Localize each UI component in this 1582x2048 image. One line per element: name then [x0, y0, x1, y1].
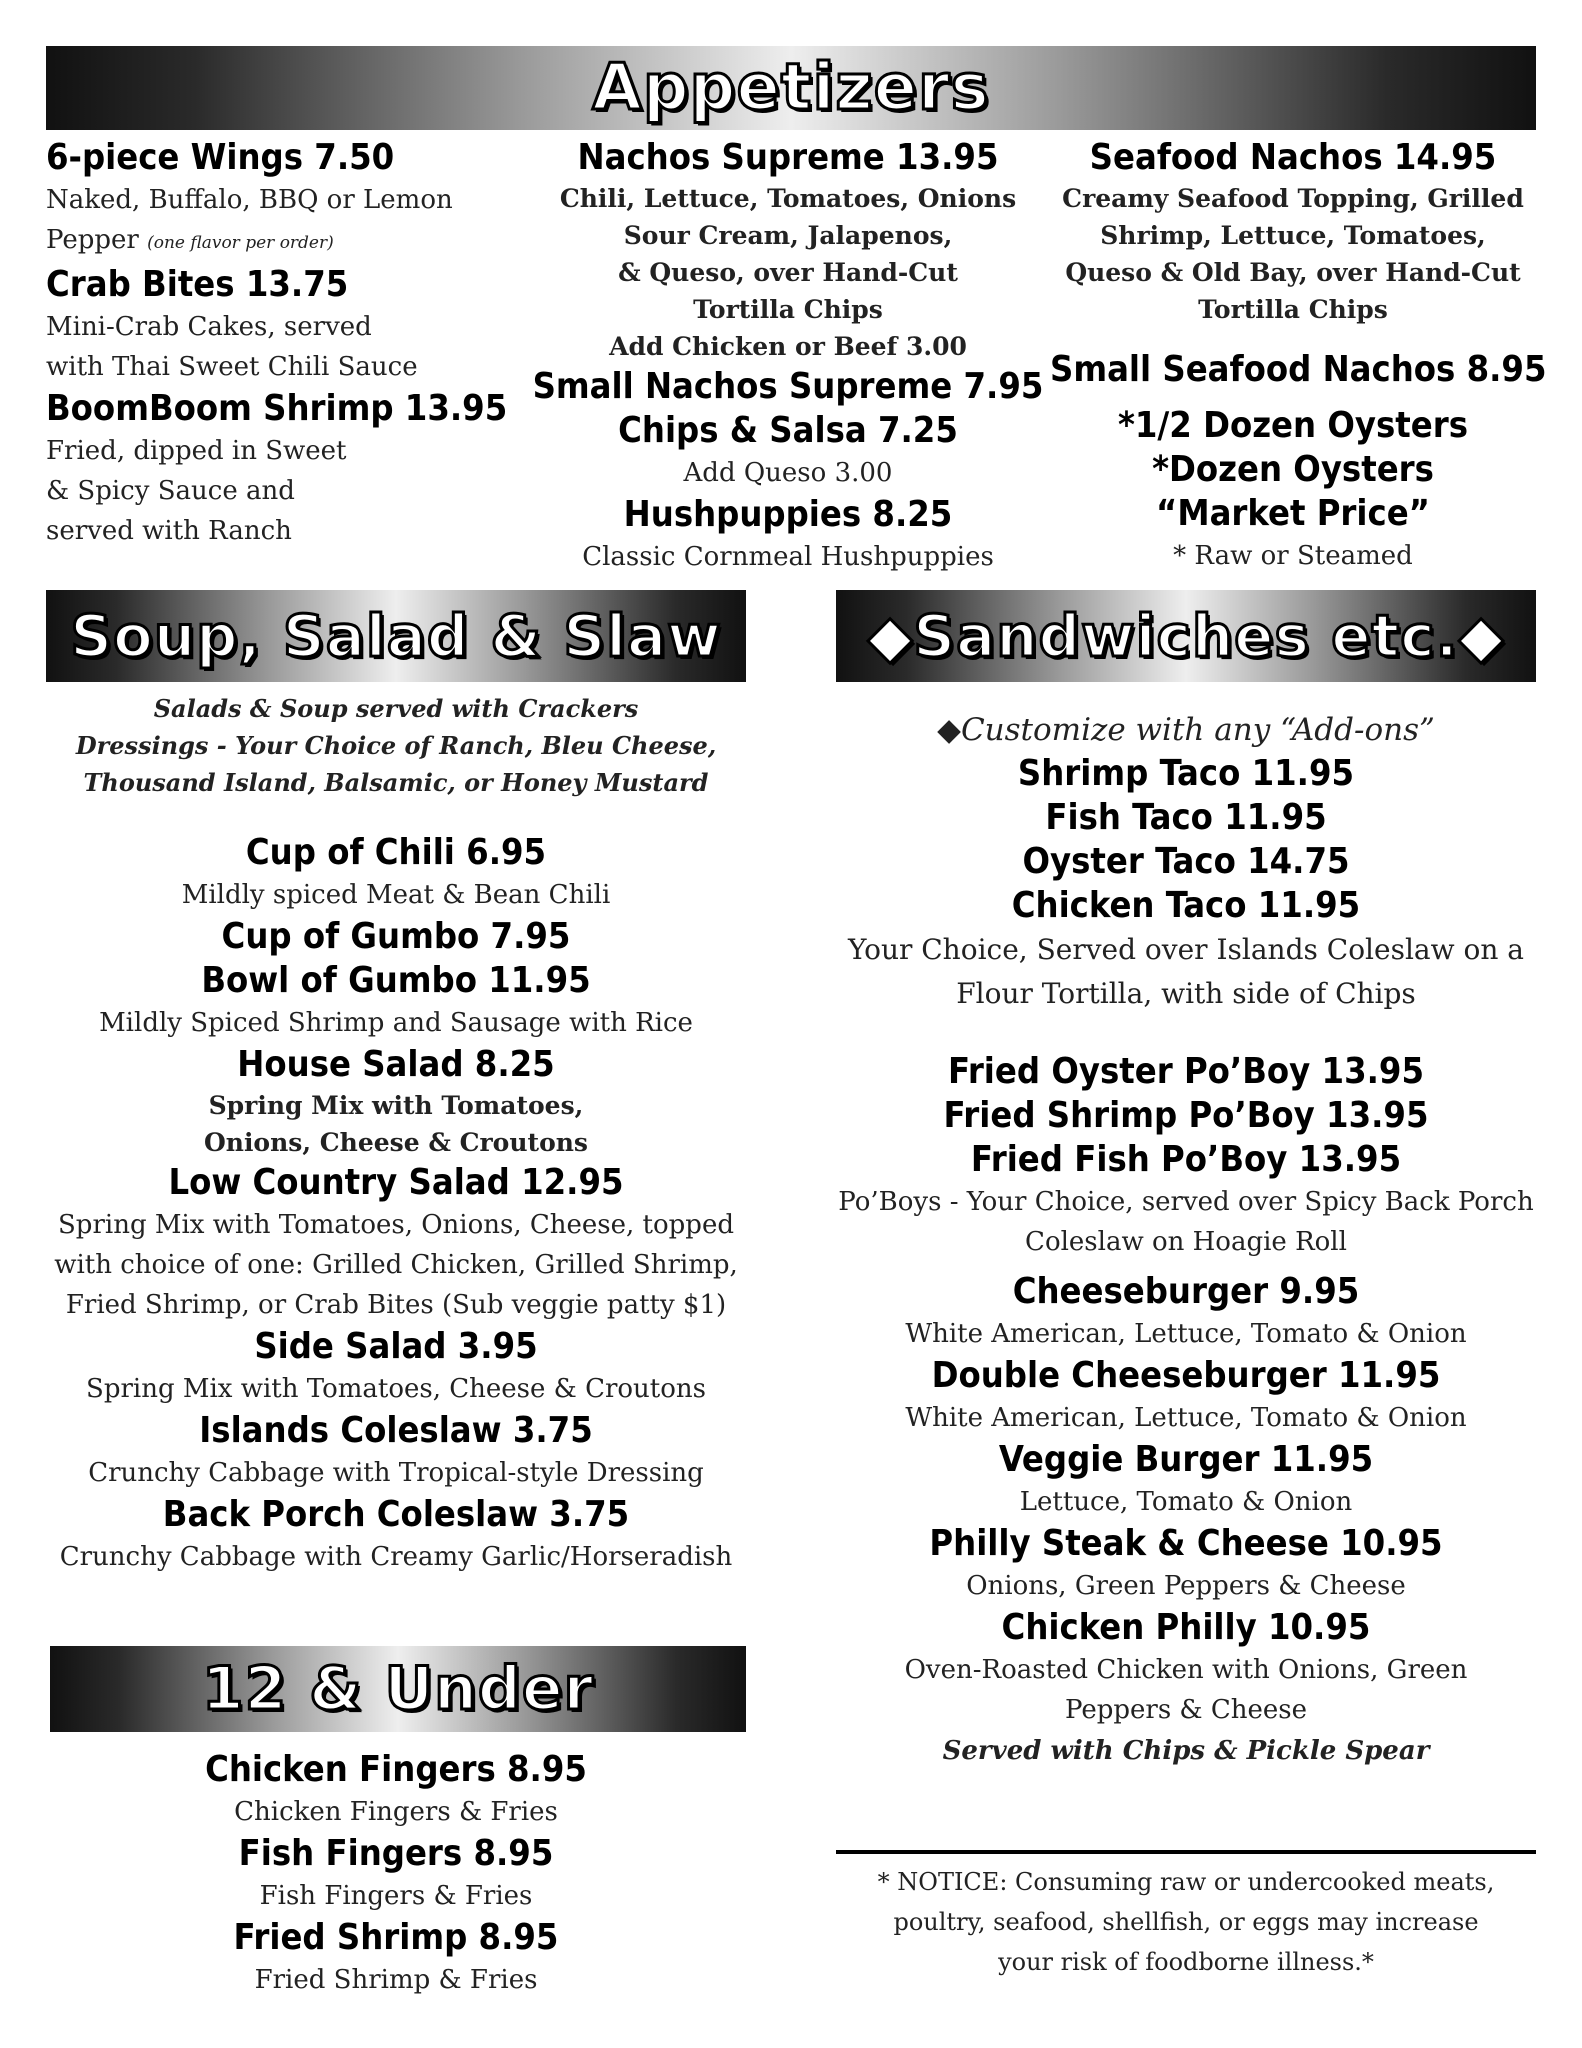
menu-item-veggie-burger: Veggie Burger 11.95	[998, 1439, 1374, 1480]
menu-item-fried-oyster-poboy: Fried Oyster Po’Boy 13.95	[948, 1051, 1424, 1092]
menu-desc: Crunchy Cabbage with Creamy Garlic/Horseradish	[59, 1542, 733, 1572]
menu-item-wings: 6-piece Wings 7.50	[46, 137, 395, 178]
menu-desc: Mini-Crab Cakes, served	[46, 312, 372, 342]
menu-item-cheeseburger: Cheeseburger 9.95	[1012, 1271, 1360, 1312]
menu-item-bowl-gumbo: Bowl of Gumbo 11.95	[201, 960, 591, 1001]
appetizers-header	[46, 46, 1536, 130]
menu-item-shrimp-taco: Shrimp Taco 11.95	[1017, 753, 1355, 794]
menu-desc: & Queso, over Hand-Cut	[618, 258, 958, 287]
menu-item-fish-fingers: Fish Fingers 8.95	[238, 1833, 554, 1874]
menu-desc: Fish Fingers & Fries	[259, 1881, 533, 1911]
menu-desc: Mildly Spiced Shrimp and Sausage with Rice	[99, 1008, 693, 1038]
menu-desc: Coleslaw on Hoagie Roll	[1025, 1227, 1347, 1257]
sandwiches-column	[836, 708, 1536, 1772]
sandwiches-title: ◆Sandwiches etc.◆	[867, 602, 1505, 670]
menu-item-philly-steak: Philly Steak & Cheese 10.95	[929, 1523, 1443, 1564]
menu-item-side-salad: Side Salad 3.95	[254, 1326, 538, 1367]
menu-note: (one flavor per order)	[147, 233, 334, 253]
menu-note: ◆Customize with any “Add-ons”	[937, 712, 1435, 748]
appetizers-column-1	[46, 136, 526, 551]
menu-item-chicken-fingers: Chicken Fingers 8.95	[205, 1749, 587, 1790]
menu-desc: Lettuce, Tomato & Onion	[1019, 1487, 1353, 1517]
menu-note: Salads & Soup served with Crackers	[153, 694, 639, 723]
menu-desc: Spring Mix with Tomatoes, Cheese & Croutons	[86, 1374, 706, 1404]
menu-item-oyster-taco: Oyster Taco 14.75	[1022, 841, 1350, 882]
menu-desc: Naked, Buffalo, BBQ or Lemon	[46, 185, 453, 215]
menu-desc: Tortilla Chips	[1198, 295, 1388, 324]
appetizers-column-2	[528, 136, 1048, 577]
menu-desc: Add Chicken or Beef 3.00	[609, 332, 967, 361]
sandwiches-header	[836, 590, 1536, 682]
menu-item-fried-shrimp-poboy: Fried Shrimp Po’Boy 13.95	[943, 1095, 1429, 1136]
menu-desc: Mildly spiced Meat & Bean Chili	[181, 880, 611, 910]
notice-line: your risk of foodborne illness.*	[998, 1948, 1374, 1976]
menu-item-dozen-oysters: *Dozen Oysters	[1152, 449, 1434, 490]
menu-item-house-salad: House Salad 8.25	[237, 1044, 555, 1085]
menu-desc: White American, Lettuce, Tomato & Onion	[905, 1319, 1467, 1349]
menu-note: Dressings - Your Choice of Ranch, Bleu Cheese,	[75, 731, 717, 760]
food-safety-notice	[836, 1862, 1536, 1982]
menu-item-seafood-nachos: Seafood Nachos 14.95	[1089, 137, 1497, 178]
menu-desc: Classic Cornmeal Hushpuppies	[582, 542, 994, 572]
menu-item-chicken-taco: Chicken Taco 11.95	[1011, 885, 1361, 926]
menu-desc: Onions, Cheese & Croutons	[203, 1128, 589, 1157]
menu-item-islands-coleslaw: Islands Coleslaw 3.75	[199, 1410, 593, 1451]
menu-desc: Pepper (one flavor per order)	[46, 225, 334, 255]
menu-item-double-cheeseburger: Double Cheeseburger 11.95	[931, 1355, 1441, 1396]
soup-salad-header	[46, 590, 746, 682]
menu-item-crab-bites: Crab Bites 13.75	[46, 264, 349, 305]
menu-desc: Onions, Green Peppers & Cheese	[966, 1571, 1406, 1601]
menu-desc: Spring Mix with Tomatoes,	[208, 1091, 584, 1120]
menu-desc: Chili, Lettuce, Tomatoes, Onions	[559, 184, 1017, 213]
menu-item-hushpuppies: Hushpuppies 8.25	[623, 494, 953, 535]
menu-item-fried-fish-poboy: Fried Fish Po’Boy 13.95	[970, 1139, 1402, 1180]
menu-item-nachos-supreme: Nachos Supreme 13.95	[577, 137, 999, 178]
menu-market-price: “Market Price”	[1156, 493, 1430, 534]
menu-desc: Flour Tortilla, with side of Chips	[956, 977, 1416, 1010]
menu-desc: Peppers & Cheese	[1065, 1695, 1307, 1725]
menu-desc: Crunchy Cabbage with Tropical-style Dressing	[88, 1458, 704, 1488]
menu-desc: Oven-Roasted Chicken with Onions, Green	[904, 1655, 1468, 1685]
menu-item-chicken-philly: Chicken Philly 10.95	[1001, 1607, 1371, 1648]
appetizers-title: Appetizers	[592, 51, 990, 125]
menu-desc: served with Ranch	[46, 516, 292, 546]
menu-desc: & Spicy Sauce and	[46, 476, 295, 506]
menu-desc: Fried Shrimp & Fries	[254, 1965, 538, 1995]
menu-item-boomboom-shrimp: BoomBoom Shrimp 13.95	[46, 388, 508, 429]
menu-item-cup-chili: Cup of Chili 6.95	[245, 832, 547, 873]
menu-desc: * Raw or Steamed	[1173, 541, 1413, 571]
menu-note: Served with Chips & Pickle Spear	[942, 1736, 1430, 1766]
kids-column	[46, 1748, 746, 2000]
appetizers-column-3	[1050, 136, 1547, 576]
menu-item-cup-gumbo: Cup of Gumbo 7.95	[221, 916, 571, 957]
menu-desc: Chicken Fingers & Fries	[234, 1797, 558, 1827]
menu-desc: Queso & Old Bay, over Hand-Cut	[1065, 258, 1521, 287]
divider	[836, 1850, 1536, 1854]
kids-header	[50, 1646, 746, 1732]
menu-desc: Fried Shrimp, or Crab Bites (Sub veggie patty $1)	[65, 1290, 727, 1320]
menu-item-chips-salsa: Chips & Salsa 7.25	[618, 410, 958, 451]
menu-desc: Your Choice, Served over Islands Coleslaw on a	[848, 933, 1524, 966]
menu-item-low-country-salad: Low Country Salad 12.95	[168, 1162, 624, 1203]
menu-desc: Sour Cream, Jalapenos,	[623, 221, 953, 250]
menu-note: Thousand Island, Balsamic, or Honey Mustard	[83, 768, 709, 797]
menu-desc: with Thai Sweet Chili Sauce	[46, 352, 418, 382]
menu-desc: Shrimp, Lettuce, Tomatoes,	[1100, 221, 1486, 250]
menu-desc: Add Queso 3.00	[683, 458, 893, 488]
menu-desc: Tortilla Chips	[693, 295, 883, 324]
notice-line: poultry, seafood, shellfish, or eggs may increase	[893, 1908, 1479, 1936]
menu-desc: Po’Boys - Your Choice, served over Spicy Back Porch	[838, 1187, 1534, 1217]
menu-desc: Spring Mix with Tomatoes, Onions, Cheese, topped	[58, 1210, 734, 1240]
soup-salad-title: Soup, Salad & Slaw	[70, 602, 722, 670]
menu-item-small-seafood-nachos: Small Seafood Nachos 8.95	[1050, 349, 1547, 390]
menu-item-back-porch-coleslaw: Back Porch Coleslaw 3.75	[162, 1494, 630, 1535]
kids-title: 12 & Under	[201, 1654, 595, 1724]
menu-item-fried-shrimp: Fried Shrimp 8.95	[233, 1917, 559, 1958]
soup-salad-column	[46, 690, 746, 1577]
menu-desc: White American, Lettuce, Tomato & Onion	[905, 1403, 1467, 1433]
menu-item-small-nachos: Small Nachos Supreme 7.95	[532, 366, 1044, 407]
menu-desc: Fried, dipped in Sweet	[46, 436, 347, 466]
menu-item-fish-taco: Fish Taco 11.95	[1045, 797, 1327, 838]
notice-line: * NOTICE: Consuming raw or undercooked meats,	[877, 1868, 1495, 1896]
menu-item-half-dozen-oysters: *1/2 Dozen Oysters	[1117, 405, 1469, 446]
menu-desc: with choice of one: Grilled Chicken, Grilled Shrimp,	[54, 1250, 738, 1280]
menu-desc: Creamy Seafood Topping, Grilled	[1062, 184, 1524, 213]
